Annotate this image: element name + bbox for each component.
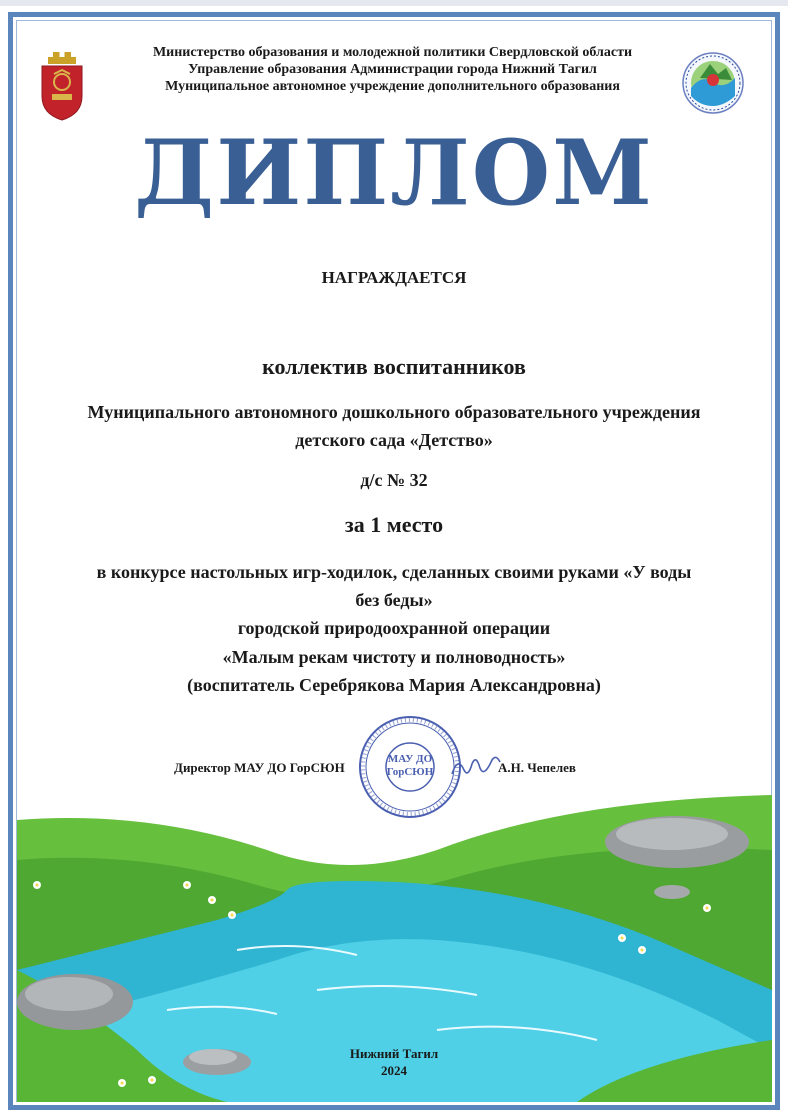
institution-line-3: д/с № 32 <box>360 470 428 490</box>
awarded-label: НАГРАЖДАЕТСЯ <box>321 268 467 287</box>
header-line-ministry: Министерство образования и молодежной политики Свердловской области <box>152 45 633 60</box>
station-logo-icon <box>682 52 744 114</box>
footer-year: 2024 <box>381 1063 407 1078</box>
official-stamp <box>358 715 462 819</box>
diploma-title: ДИПЛОМ <box>134 120 654 226</box>
stamp-text: МАУ ДО ГорСЮН <box>386 753 434 778</box>
director-title: Директор МАУ ДО ГорСЮН <box>174 760 345 775</box>
place-text: за 1 место <box>344 512 444 537</box>
header-line-department: Управление образования Администрации города Нижний Тагил <box>188 62 597 77</box>
contest-line-5: (воспитатель Серебрякова Мария Александровна) <box>187 675 601 695</box>
footer-city: Нижний Тагил <box>349 1046 439 1061</box>
coat-of-arms-icon <box>38 50 86 122</box>
contest-line-1: в конкурсе настольных игр-ходилок, сделанных своими руками «У воды <box>96 562 692 582</box>
institution-line-1: Муниципального автономного дошкольного образовательного учреждения <box>87 402 701 422</box>
institution-line-2: детского сада «Детство» <box>295 430 493 450</box>
recipient-text: коллектив воспитанников <box>262 354 526 379</box>
top-strip <box>0 0 788 6</box>
contest-line-4: «Малым рекам чистоту и полноводность» <box>222 647 566 667</box>
header-line-institution: Муниципальное автономное учреждение дополнительного образования <box>165 79 620 94</box>
director-name: А.Н. Чепелев <box>498 760 576 775</box>
contest-line-2: без беды» <box>355 590 433 610</box>
issuer-header <box>95 44 690 95</box>
handwritten-signature <box>448 750 503 782</box>
contest-line-3: городской природоохранной операции <box>237 618 551 638</box>
